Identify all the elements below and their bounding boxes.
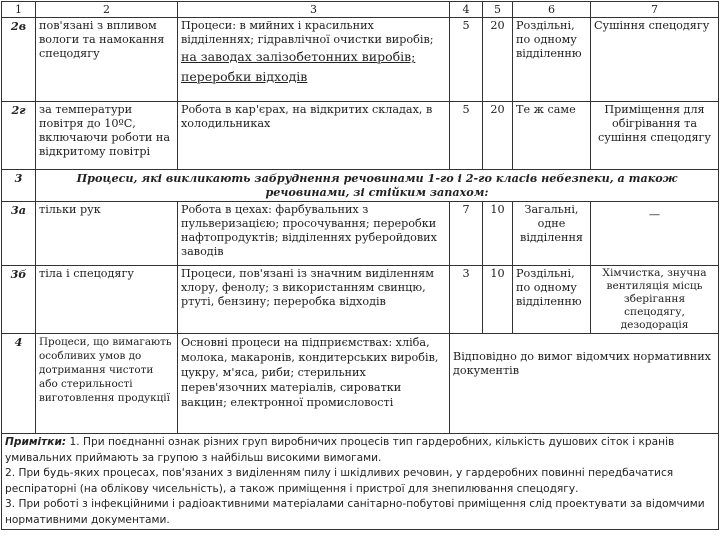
row-condition: тільки рук <box>36 202 178 266</box>
header-col-5: 5 <box>483 2 513 18</box>
row-merged-norms: Відповідно до вимог відомчих нормативних документів <box>450 334 719 434</box>
row-wardrobe: Роздільні, по одному відділенню <box>513 266 591 334</box>
row-extra: Приміщення для обігрівання та сушіння спецодягу <box>591 102 719 170</box>
header-col-2: 2 <box>36 2 178 18</box>
row-id: 3б <box>2 266 36 334</box>
row-col4: 7 <box>450 202 483 266</box>
header-col-3: 3 <box>178 2 450 18</box>
row-wardrobe: Роздільні, по одному відділенню <box>513 18 591 102</box>
note-2: 2. При будь-яких процесах, пов'язаних з виділенням пилу і шкідливих речовин, у гардеробних повинні передбачатися респіраторні (на облікову чисельність), а також приміщення і пристрої для знепилювання спецодягу. <box>5 467 674 495</box>
header-col-6: 6 <box>513 2 591 18</box>
header-col-7: 7 <box>591 2 719 18</box>
row-condition: тіла і спецодягу <box>36 266 178 334</box>
group-heading: Процеси, які викликають забруднення речовинами 1-го і 2-го класів небезпеки, а також речовинами, зі стійким запахом: <box>36 170 719 202</box>
notes-block <box>2 434 719 530</box>
row-processes-underlined: на заводах залізобетонних виробів; переробки відходів <box>181 49 416 84</box>
row-processes-text: Процеси: в мийних і красильних відділеннях; гідравлічної очистки виробів; <box>181 19 434 46</box>
notes-title: Примітки: <box>5 436 67 448</box>
table-row <box>2 202 719 266</box>
table-row <box>2 266 719 334</box>
row-condition: пов'язані з впливом вологи та намокання спецодягу <box>36 18 178 102</box>
row-col5: 20 <box>483 102 513 170</box>
row-id: 3 <box>2 170 36 202</box>
note-1: 1. При поєднанні ознак різних груп виробничих процесів тип гардеробних, кількість душових сіток і кранів умивальних приймають за групою з найбільш високими вимогами. <box>5 436 675 464</box>
row-id: 2в <box>2 18 36 102</box>
row-processes: Робота в цехах: фарбувальних з пульверизацією; просочування; переробки нафтопродуктів; відділеннях руберойдових заводів <box>178 202 450 266</box>
row-col5: 10 <box>483 266 513 334</box>
row-condition: Процеси, що вимагають особливих умов до дотримання чистоти або стерильності виготовлення продукції <box>36 334 178 434</box>
header-col-1: 1 <box>2 2 36 18</box>
row-id: 3а <box>2 202 36 266</box>
row-extra: Сушіння спецодягу <box>591 18 719 102</box>
row-processes: Процеси, пов'язані із значним виділенням хлору, фенолу; з використанням свинцю, ртуті, бензину; переробка відходів <box>178 266 450 334</box>
row-processes <box>178 18 450 102</box>
row-extra: Хімчистка, знучна вентиляція місць зберігання спецодягу, дезодорація <box>591 266 719 334</box>
row-extra: — <box>591 202 719 266</box>
row-id: 2г <box>2 102 36 170</box>
row-col4: 3 <box>450 266 483 334</box>
row-wardrobe: Те ж саме <box>513 102 591 170</box>
norms-table <box>1 1 719 530</box>
row-condition: за температури повітря до 10ºС, включаючи роботи на відкритому повітрі <box>36 102 178 170</box>
row-col4: 5 <box>450 102 483 170</box>
row-col5: 20 <box>483 18 513 102</box>
row-processes: Робота в кар'єрах, на відкритих складах, в холодильниках <box>178 102 450 170</box>
table-row <box>2 102 719 170</box>
table-row <box>2 18 719 102</box>
table-row <box>2 170 719 202</box>
row-processes: Основні процеси на підприємствах: хліба, молока, макаронів, кондитерських виробів, цукру, м'яса, риби; стерильних перев'язочних матеріалів, сироватки вакцин; електронної промисловості <box>178 334 450 434</box>
table-row <box>2 334 719 434</box>
row-wardrobe: Загальні, одне відділення <box>513 202 591 266</box>
row-id: 4 <box>2 334 36 434</box>
notes-row <box>2 434 719 530</box>
header-row <box>2 2 719 18</box>
header-col-4: 4 <box>450 2 483 18</box>
row-col5: 10 <box>483 202 513 266</box>
row-col4: 5 <box>450 18 483 102</box>
note-3: 3. При роботі з інфекційними і радіоактивними матеріалами санітарно-побутові приміщення слід проектувати за відомчими нормативними документами. <box>5 498 705 526</box>
